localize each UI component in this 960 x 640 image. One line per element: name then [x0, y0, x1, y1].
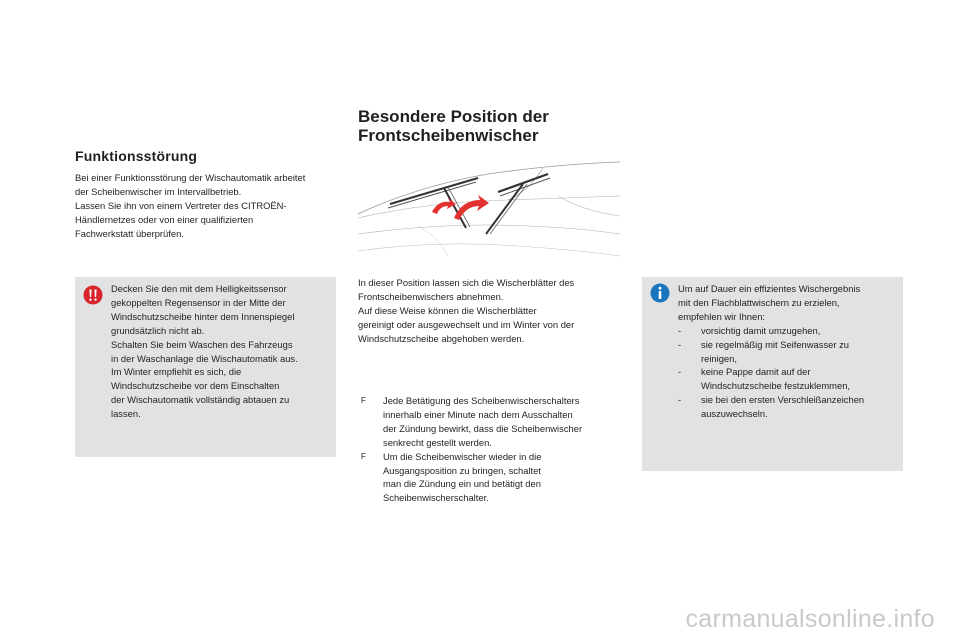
- text-line: Frontscheibenwischers abnehmen.: [358, 290, 504, 302]
- info-icon: [650, 283, 670, 303]
- text-line: Im Winter empfiehlt es sich, die: [111, 366, 242, 378]
- text-line: lassen.: [111, 408, 141, 420]
- text-line: Fachwerkstatt überprüfen.: [75, 227, 184, 239]
- text-line: Händlernetzes oder von einer qualifizierten: [75, 213, 254, 225]
- info-box: [642, 277, 903, 471]
- text-line: Jede Betätigung des Scheibenwischerschalters: [383, 395, 580, 406]
- watermark: carmanualsonline.info: [685, 605, 935, 633]
- text-line: Ausgangsposition zu bringen, schaltet: [383, 464, 541, 476]
- paragraph-besondere-position: [358, 276, 618, 346]
- text-line: Decken Sie den mit dem Helligkeitssensor: [111, 283, 287, 294]
- step-item: [358, 394, 582, 450]
- text-line: grundsätzlich nicht ab.: [111, 324, 205, 336]
- text-line: Windschutzscheibe vor dem Einschalten: [111, 380, 280, 392]
- text-line: der Wischautomatik vollständig abtauen zu: [111, 394, 290, 406]
- text-line: sie bei den ersten Verschleißanzeichen: [701, 394, 865, 406]
- text-line: innerhalb einer Minute nach dem Ausschalten: [383, 408, 573, 420]
- text-line: Um auf Dauer ein effizientes Wischergebnis: [678, 283, 861, 294]
- list-item: [678, 338, 864, 366]
- text-line: Windschutzscheibe abgehoben werden.: [358, 332, 525, 344]
- warning-icon: [83, 285, 103, 305]
- text-line: in der Waschanlage die Wischautomatik aus.: [111, 352, 298, 364]
- text-line: In dieser Position lassen sich die Wischerblätter des: [358, 277, 575, 288]
- list-item: [678, 324, 864, 338]
- heading-besondere-position: [358, 107, 658, 145]
- text-line: vorsichtig damit umzugehen,: [701, 324, 821, 336]
- text-line: Lassen Sie ihn von einem Vertreter des CITROËN-: [75, 199, 287, 211]
- text-line: Bei einer Funktionsstörung der Wischautomatik arbeitet: [75, 172, 306, 183]
- dash: -: [678, 366, 682, 378]
- text-line: Windschutzscheibe hinter dem Innenspiegel: [111, 310, 295, 322]
- text-line: Schalten Sie beim Waschen des Fahrzeugs: [111, 338, 293, 350]
- dash: -: [678, 338, 682, 350]
- text-line: der Scheibenwischer im Intervallbetrieb.: [75, 185, 242, 197]
- text-line: empfehlen wir Ihnen:: [678, 310, 766, 322]
- text-line: keine Pappe damit auf der: [701, 366, 811, 378]
- bullet-icon: F: [361, 451, 366, 461]
- wiper-illustration: [358, 156, 620, 264]
- warning-box: [75, 277, 336, 457]
- dash: -: [678, 394, 682, 406]
- warning-text: [111, 282, 298, 421]
- heading-line: Besondere Position der: [358, 107, 549, 126]
- text-line: gereinigt oder ausgewechselt und im Winter von der: [358, 318, 575, 330]
- step-item: [358, 450, 582, 506]
- text-line: der Zündung bewirkt, dass die Scheibenwischer: [383, 422, 583, 434]
- text-line: mit den Flachblattwischern zu erzielen,: [678, 296, 840, 308]
- heading-funktionsstoerung: Funktionsstörung: [75, 148, 198, 164]
- steps-list: [358, 394, 582, 505]
- text-line: sie regelmäßig mit Seifenwasser zu: [701, 338, 849, 350]
- text-line: reinigen,: [701, 352, 737, 364]
- text-line: senkrecht gestellt werden.: [383, 436, 492, 448]
- heading-line: Frontscheibenwischer: [358, 126, 539, 145]
- text-line: gekoppelten Regensensor in der Mitte der: [111, 296, 286, 308]
- list-item: [678, 393, 864, 421]
- dash: -: [678, 324, 682, 336]
- paragraph-funktionsstoerung: [75, 171, 335, 241]
- text-line: Auf diese Weise können die Wischerblätter: [358, 304, 537, 316]
- text-line: auszuwechseln.: [701, 408, 768, 420]
- bullet-icon: F: [361, 396, 366, 405]
- info-text: [678, 282, 864, 421]
- text-line: Windschutzscheibe festzuklemmen,: [701, 380, 851, 392]
- list-item: [678, 365, 864, 393]
- text-line: man die Zündung ein und betätigt den: [383, 478, 541, 490]
- text-line: Um die Scheibenwischer wieder in die: [383, 450, 542, 462]
- text-line: Scheibenwischerschalter.: [383, 492, 489, 504]
- arrow-icon: [432, 198, 456, 214]
